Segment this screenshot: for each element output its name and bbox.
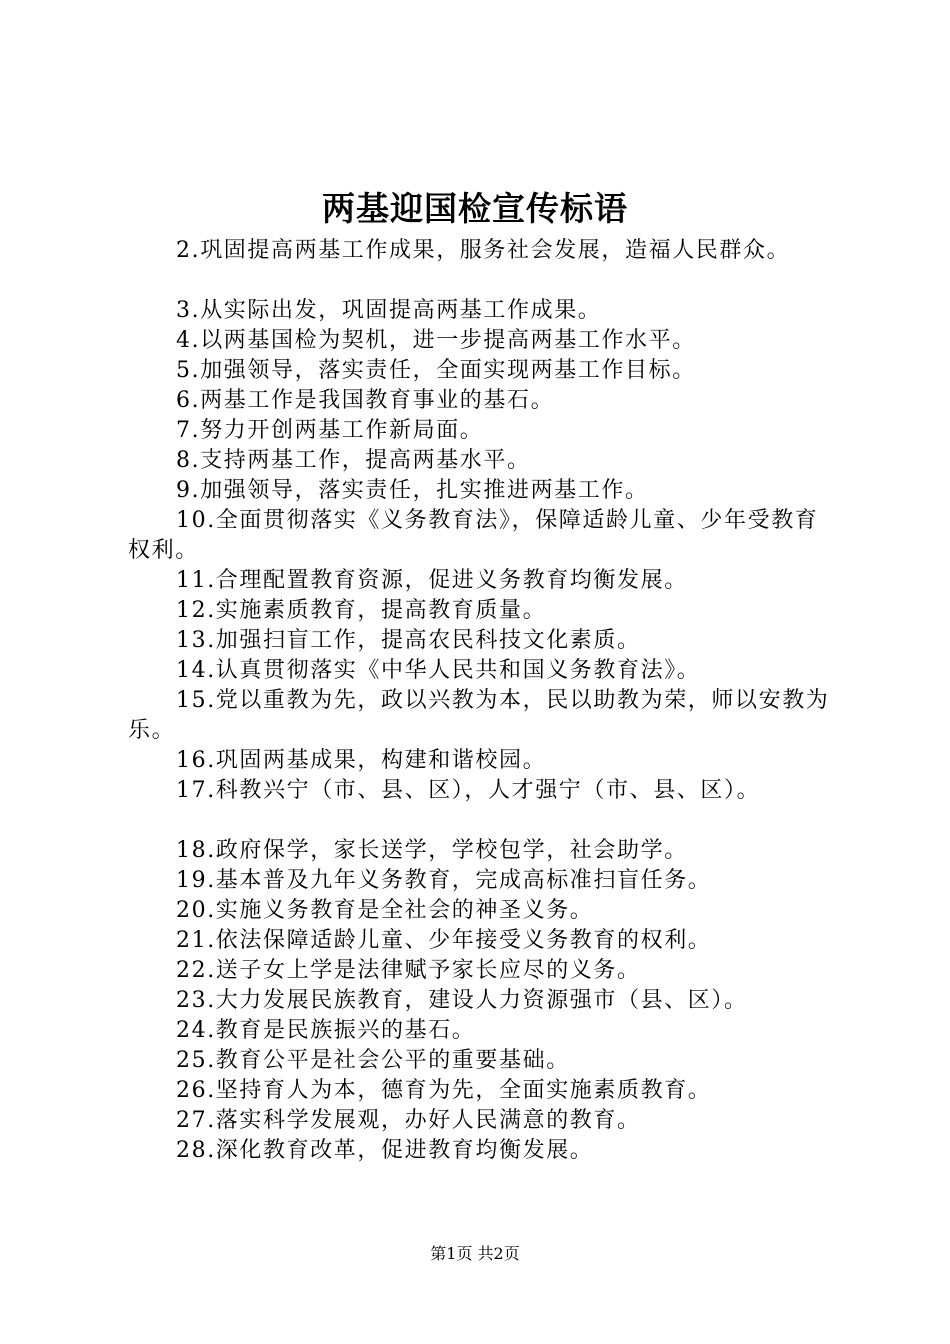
slogan-item-12: 12.实施素质教育，提高教育质量。 bbox=[176, 598, 547, 623]
slogan-item-17: 17.科教兴宁（市、县、区），人才强宁（市、县、区）。 bbox=[176, 778, 761, 803]
slogan-item-23: 23.大力发展民族教育，建设人力资源强市（县、区）。 bbox=[176, 988, 748, 1013]
slogan-item-24: 24.教育是民族振兴的基石。 bbox=[176, 1018, 476, 1043]
slogan-item-28: 28.深化教育改革，促进教育均衡发展。 bbox=[176, 1138, 594, 1163]
slogan-item-11: 11.合理配置教育资源，促进义务教育均衡发展。 bbox=[176, 568, 688, 593]
slogan-item-7: 7.努力开创两基工作新局面。 bbox=[176, 418, 484, 443]
slogan-item-8: 8.支持两基工作，提高两基水平。 bbox=[176, 448, 531, 473]
slogan-item-22: 22.送子女上学是法律赋予家长应尽的义务。 bbox=[176, 958, 641, 983]
slogan-item-3: 3.从实际出发，巩固提高两基工作成果。 bbox=[176, 298, 602, 323]
slogan-item-18: 18.政府保学，家长送学，学校包学，社会助学。 bbox=[176, 838, 688, 863]
slogan-item-27: 27.落实科学发展观，办好人民满意的教育。 bbox=[176, 1108, 641, 1133]
slogan-item-4: 4.以两基国检为契机，进一步提高两基工作水平。 bbox=[176, 328, 696, 353]
slogan-item-21: 21.依法保障适龄儿童、少年接受义务教育的权利。 bbox=[176, 928, 712, 953]
slogan-item-15: 15.党以重教为先，政以兴教为本，民以助教为荣，师以安教为乐。 bbox=[128, 688, 830, 743]
document-title: 两基迎国检宣传标语 bbox=[322, 189, 628, 228]
slogan-item-9: 9.加强领导，落实责任，扎实推进两基工作。 bbox=[176, 478, 649, 503]
slogan-item-6: 6.两基工作是我国教育事业的基石。 bbox=[176, 388, 555, 413]
slogan-item-5: 5.加强领导，落实责任，全面实现两基工作目标。 bbox=[176, 358, 696, 383]
page-number-footer: 第1页 共2页 bbox=[430, 1244, 520, 1263]
slogan-item-10: 10.全面贯彻落实《义务教育法》，保障适龄儿童、少年受教育权利。 bbox=[128, 508, 819, 563]
slogan-item-20: 20.实施义务教育是全社会的神圣义务。 bbox=[176, 898, 594, 923]
slogan-list bbox=[128, 236, 840, 1166]
slogan-item-26: 26.坚持育人为本，德育为先，全面实施素质教育。 bbox=[176, 1078, 712, 1103]
slogan-item-13: 13.加强扫盲工作，提高农民科技文化素质。 bbox=[176, 628, 641, 653]
slogan-item-2: 2.巩固提高两基工作成果，服务社会发展，造福人民群众。 bbox=[176, 238, 791, 263]
slogan-item-25: 25.教育公平是社会公平的重要基础。 bbox=[176, 1048, 570, 1073]
slogan-item-14: 14.认真贯彻落实《中华人民共和国义务教育法》。 bbox=[176, 658, 701, 683]
slogan-item-16: 16.巩固两基成果，构建和谐校园。 bbox=[176, 748, 547, 773]
slogan-item-19: 19.基本普及九年义务教育，完成高标准扫盲任务。 bbox=[176, 868, 712, 893]
